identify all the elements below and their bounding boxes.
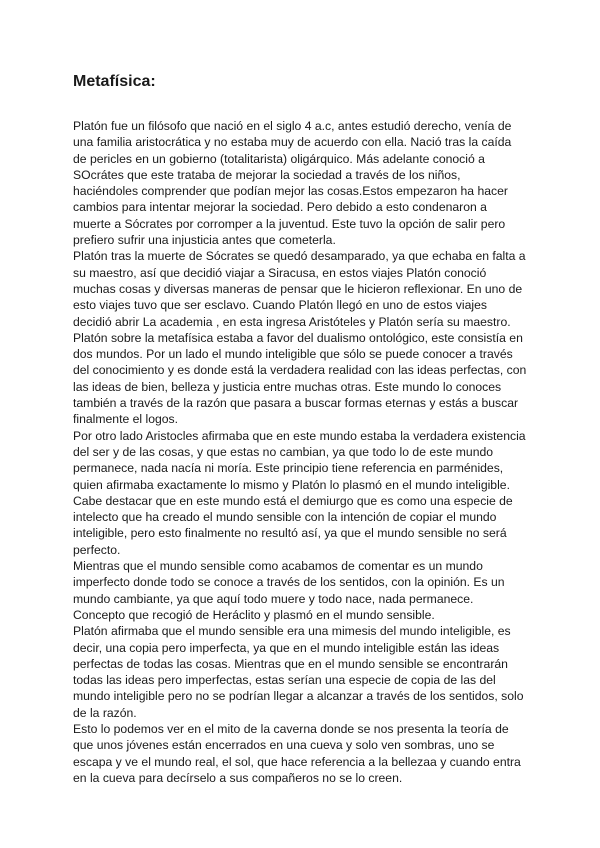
paragraph-1: Platón fue un filósofo que nació en el siglo 4 a.c, antes estudió derecho, venía de una familia aristocrática y no estaba muy de acuerdo con ella. Nació tras la caída de pericles en un gobierno (totalitarista) oligárquico. Más adelante conoció a SOcrátes que este trataba de mejorar la sociedad a través de los niños, haciéndoles comprender que podían mejor las cosas.Estos empezaron ha hacer cambios para intentar mejorar la sociedad. Pero debido a esto condenaron a muerte a Sócrates por corromper a la juventud. Este tuvo la opción de salir pero prefiero sufrir una injusticia antes que cometerla. (73, 119, 512, 248)
document-title: Metafísica: (73, 73, 156, 90)
document-body (73, 118, 528, 786)
paragraph-7: Esto lo podemos ver en el mito de la caverna donde se nos presenta la teoría de que unos jóvenes están encerrados en una cueva y solo ven sombras, uno se escapa y ve el mundo real, el sol, que hace referencia a la bellezaa y cuando entra en la cueva para decírselo a sus compañeros no se lo creen. (73, 721, 521, 785)
paragraph-5: Mientras que el mundo sensible como acabamos de comentar es un mundo imperfecto donde todo se conoce a través de los sentidos, con la opinión. Es un mundo cambiante, ya que aquí todo muere y todo nace, nada permanece. Concepto que recogió de Heráclito y plasmó en el mundo sensible. (73, 559, 505, 622)
paragraph-3: Platón sobre la metafísica estaba a favor del dualismo ontológico, este consistía en dos mundos. Por un lado el mundo inteligible que sólo se puede conocer a través del conocimiento y es donde está la verdadera realidad con las ideas perfectas, con las ideas de bien, belleza y justicia entre muchas otras. Este mundo lo conoces también a través de la razón que pasara a buscar formas eternas y estás a buscar finalmente el logos. (73, 330, 527, 427)
paragraph-6: Platón afirmaba que el mundo sensible era una mimesis del mundo inteligible, es decir, una copia pero imperfecta, ya que en el mundo inteligible están las ideas perfectas de todas las cosas. Mientras que en el mundo sensible se encontrarán todas las ideas pero imperfectas, estas serían una especie de copia de las del mundo inteligible pero no se podrían llegar a alcanzar a través de los sentidos, solo de la razón. (73, 624, 524, 720)
paragraph-2: Platón tras la muerte de Sócrates se quedó desamparado, ya que echaba en falta a su maestro, así que decidió viajar a Siracusa, en estos viajes Platón conoció muchas cosas y diversas maneras de pensar que le hicieron reflexionar. En uno de esto viajes tuvo que ser esclavo. Cuando Platón llegó en uno de estos viajes decidió abrir La academia , en esta ingresa Aristóteles y Platón sería su maestro. (73, 249, 526, 329)
document-page (73, 72, 528, 786)
paragraph-4: Por otro lado Aristocles afirmaba que en este mundo estaba la verdadera existencia del ser y de las cosas, y que estas no cambian, ya que todo lo de este mundo permanece, nada nacía ni moría. Este principio tiene referencia en parménides, quien afirmaba exactamente lo mismo y Platón lo plasmó en el mundo inteligible. Cabe destacar que en este mundo está el demiurgo que es como una especie de intelecto que ha creado el mundo sensible con la intención de copiar el mundo inteligible, pero esto finalmente no resultó así, ya que el mundo sensible no será perfecto. (73, 428, 526, 557)
